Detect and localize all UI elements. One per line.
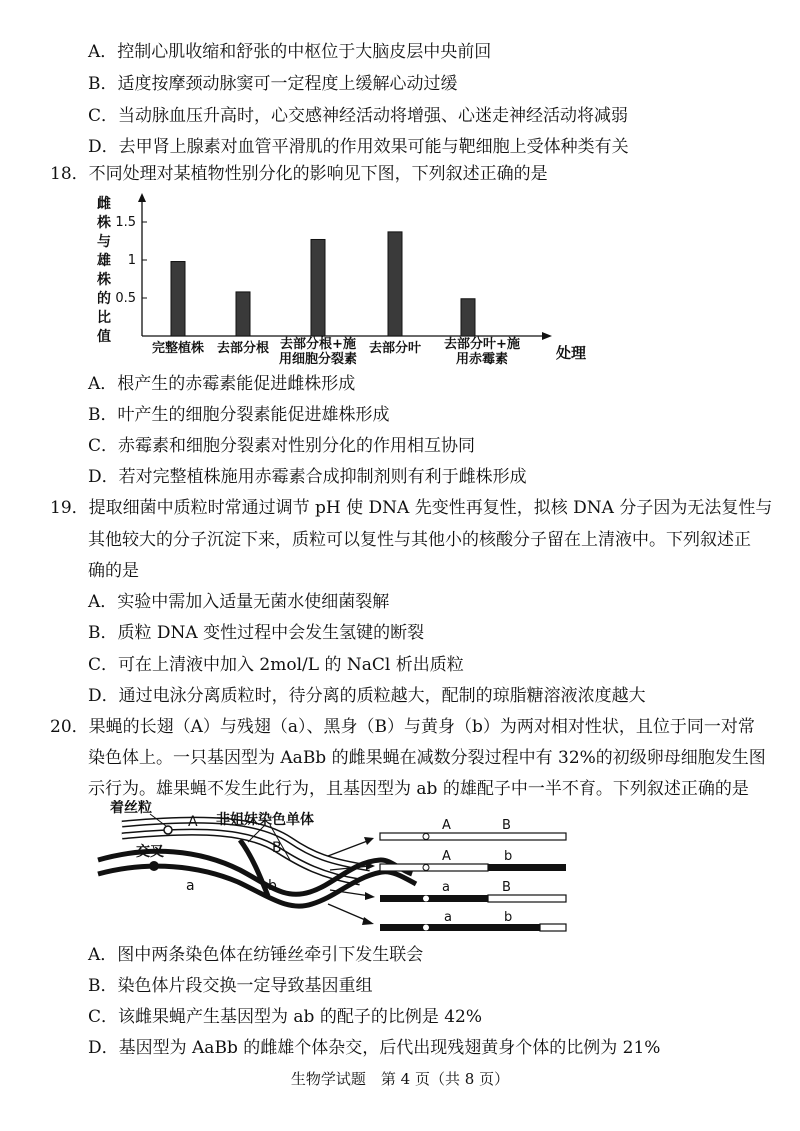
bar-4 (461, 299, 475, 336)
q20-stem-line-1: 20．果蝇的长翅（A）与残翅（a）、黑身（B）与黄身（b）为两对相对性状，且位于同一对常 (50, 717, 755, 737)
q20-stem-line-2: 染色体上。一只基因型为 AaBb 的雌果蝇在减数分裂过程中有 32%的初级卵母细胞发生图 (88, 748, 766, 768)
centromere-white (164, 826, 172, 834)
q19-option-d: D．通过电泳分离质粒时，待分离的质粒越大，配制的琼脂糖溶液浓度越大 (88, 686, 646, 706)
q20-crossover-diagram (90, 800, 590, 940)
bar-1 (236, 292, 250, 336)
product-chromatid-Ab (380, 849, 566, 871)
product-2-gene-2: b (504, 849, 513, 864)
product-3-gene-1: a (442, 880, 450, 895)
q19-stem-line-1: 19．提取细菌中质粒时常通过调节 pH 使 DNA 先变性再复性，拟核 DNA 分子因为无法复性与 (50, 498, 773, 518)
q17-option-a: A．控制心肌收缩和舒张的中枢位于大脑皮层中央前回 (88, 42, 492, 62)
gene-label-a: a (186, 878, 195, 894)
gene-label-b: b (268, 878, 277, 894)
q19-option-b: B．质粒 DNA 变性过程中会发生氢键的断裂 (88, 623, 425, 643)
label-crossover: 交叉 (136, 844, 164, 860)
product-3-white (488, 895, 566, 902)
product-1-gene-1: A (442, 818, 451, 833)
arrow-4-head (362, 917, 374, 925)
label-nonsister: 非姐妹染色单体 (216, 812, 314, 828)
product-2-gene-1: A (442, 849, 451, 864)
y-tick-label-0: 0.5 (115, 291, 136, 306)
product-1-gene-2: B (502, 818, 511, 833)
q19-stem-line-3: 确的是 (88, 561, 139, 581)
arrow-1-head (364, 837, 374, 845)
bar-3 (388, 232, 402, 336)
q18-bar-chart (90, 190, 590, 365)
ylabel-char: 株 (97, 215, 111, 231)
product-1-body (380, 833, 566, 840)
product-1-centromere (423, 834, 429, 840)
product-4-gene-1: a (444, 910, 452, 925)
gene-label-B: B (272, 840, 282, 856)
chart-x-arrow (542, 332, 552, 340)
category-label-1-line1: 去部分根 (216, 341, 270, 356)
q20-option-a: A．图中两条染色体在纺锤丝牵引下发生联会 (88, 945, 424, 965)
q17-option-b: B．适度按摩颈动脉窦可一定程度上缓解心动过缓 (88, 74, 458, 94)
y-tick-label-1: 1 (127, 253, 136, 268)
product-4-black (380, 924, 540, 931)
q18-option-a: A．根产生的赤霉素能促进雌株形成 (88, 374, 356, 394)
chart-xlabel: 处理 (556, 344, 587, 362)
ylabel-char: 值 (97, 329, 111, 345)
ylabel-char: 雌 (97, 196, 111, 212)
y-tick-label-2: 1.5 (115, 215, 136, 230)
product-chromatid-aB (380, 880, 566, 902)
category-label-4-line2: 用赤霉素 (455, 352, 509, 365)
product-2-black (488, 864, 566, 871)
q20-stem-line-3: 示行为。雄果蝇不发生此行为，且基因型为 ab 的雄配子中一半不育。下列叙述正确的是 (88, 779, 749, 799)
q18-option-b: B．叶产生的细胞分裂素能促进雄株形成 (88, 405, 390, 425)
category-label-2-line1: 去部分根+施 (280, 337, 356, 352)
q18-stem: 18．不同处理对某植物性别分化的影响见下图，下列叙述正确的是 (50, 164, 548, 184)
gene-label-A: A (188, 814, 198, 830)
product-2-white (380, 864, 488, 871)
q18-option-d: D．若对完整植株施用赤霉素合成抑制剂则有利于雌株形成 (88, 467, 527, 487)
chart-category-labels (152, 336, 520, 365)
q17-option-c: C．当动脉血压升高时，心交感神经活动将增强、心迷走神经活动将减弱 (88, 106, 629, 126)
q19-option-c: C．可在上清液中加入 2mol/L 的 NaCl 析出质粒 (88, 655, 464, 675)
product-4-white (540, 924, 566, 931)
chart-ylabel (96, 196, 111, 345)
product-4-gene-2: b (504, 910, 513, 925)
q20-option-d: D．基因型为 AaBb 的雌雄个体杂交，后代出现残翅黄身个体的比例为 21% (88, 1038, 661, 1058)
product-4-centromere (423, 925, 429, 931)
q17-option-d: D．去甲肾上腺素对血管平滑肌的作用效果可能与靶细胞上受体种类有关 (88, 137, 629, 157)
category-label-3-line1: 去部分叶 (368, 341, 422, 356)
product-chromatid-ab (380, 910, 566, 931)
q18-option-c: C．赤霉素和细胞分裂素对性别分化的作用相互协同 (88, 436, 476, 456)
product-3-black (380, 895, 488, 902)
ylabel-char: 比 (97, 310, 111, 326)
ylabel-char: 与 (97, 234, 111, 250)
arrow-1 (328, 840, 370, 856)
category-label-4-line1: 去部分叶+施 (444, 337, 520, 352)
q20-option-b: B．染色体片段交换一定导致基因重组 (88, 976, 373, 996)
ylabel-char: 的 (97, 291, 111, 307)
page-footer: 生物学试题 第 4 页（共 8 页） (290, 1070, 510, 1088)
product-2-centromere (423, 865, 429, 871)
label-centromere: 着丝粒 (110, 800, 152, 816)
q19-option-a: A．实验中需加入适量无菌水使细菌裂解 (88, 592, 390, 612)
arrow-3-head (365, 892, 375, 900)
ylabel-char: 雄 (97, 253, 111, 269)
product-chromatid-AB (380, 818, 566, 840)
category-label-2-line2: 用细胞分裂素 (278, 352, 358, 365)
category-label-0-line1: 完整植株 (151, 341, 205, 356)
ylabel-char: 株 (97, 272, 111, 288)
product-3-gene-2: B (502, 880, 511, 895)
chart-bars (171, 232, 475, 336)
chart-y-arrow (138, 193, 146, 202)
product-3-centromere (423, 896, 429, 902)
centromere-black (149, 861, 159, 871)
bar-2 (311, 239, 325, 336)
q19-stem-line-2: 其他较大的分子沉淀下来，质粒可以复性与其他小的核酸分子留在上清液中。下列叙述正 (88, 530, 751, 550)
q20-option-c: C．该雌果蝇产生基因型为 ab 的配子的比例是 42% (88, 1007, 483, 1027)
bar-0 (171, 262, 185, 336)
